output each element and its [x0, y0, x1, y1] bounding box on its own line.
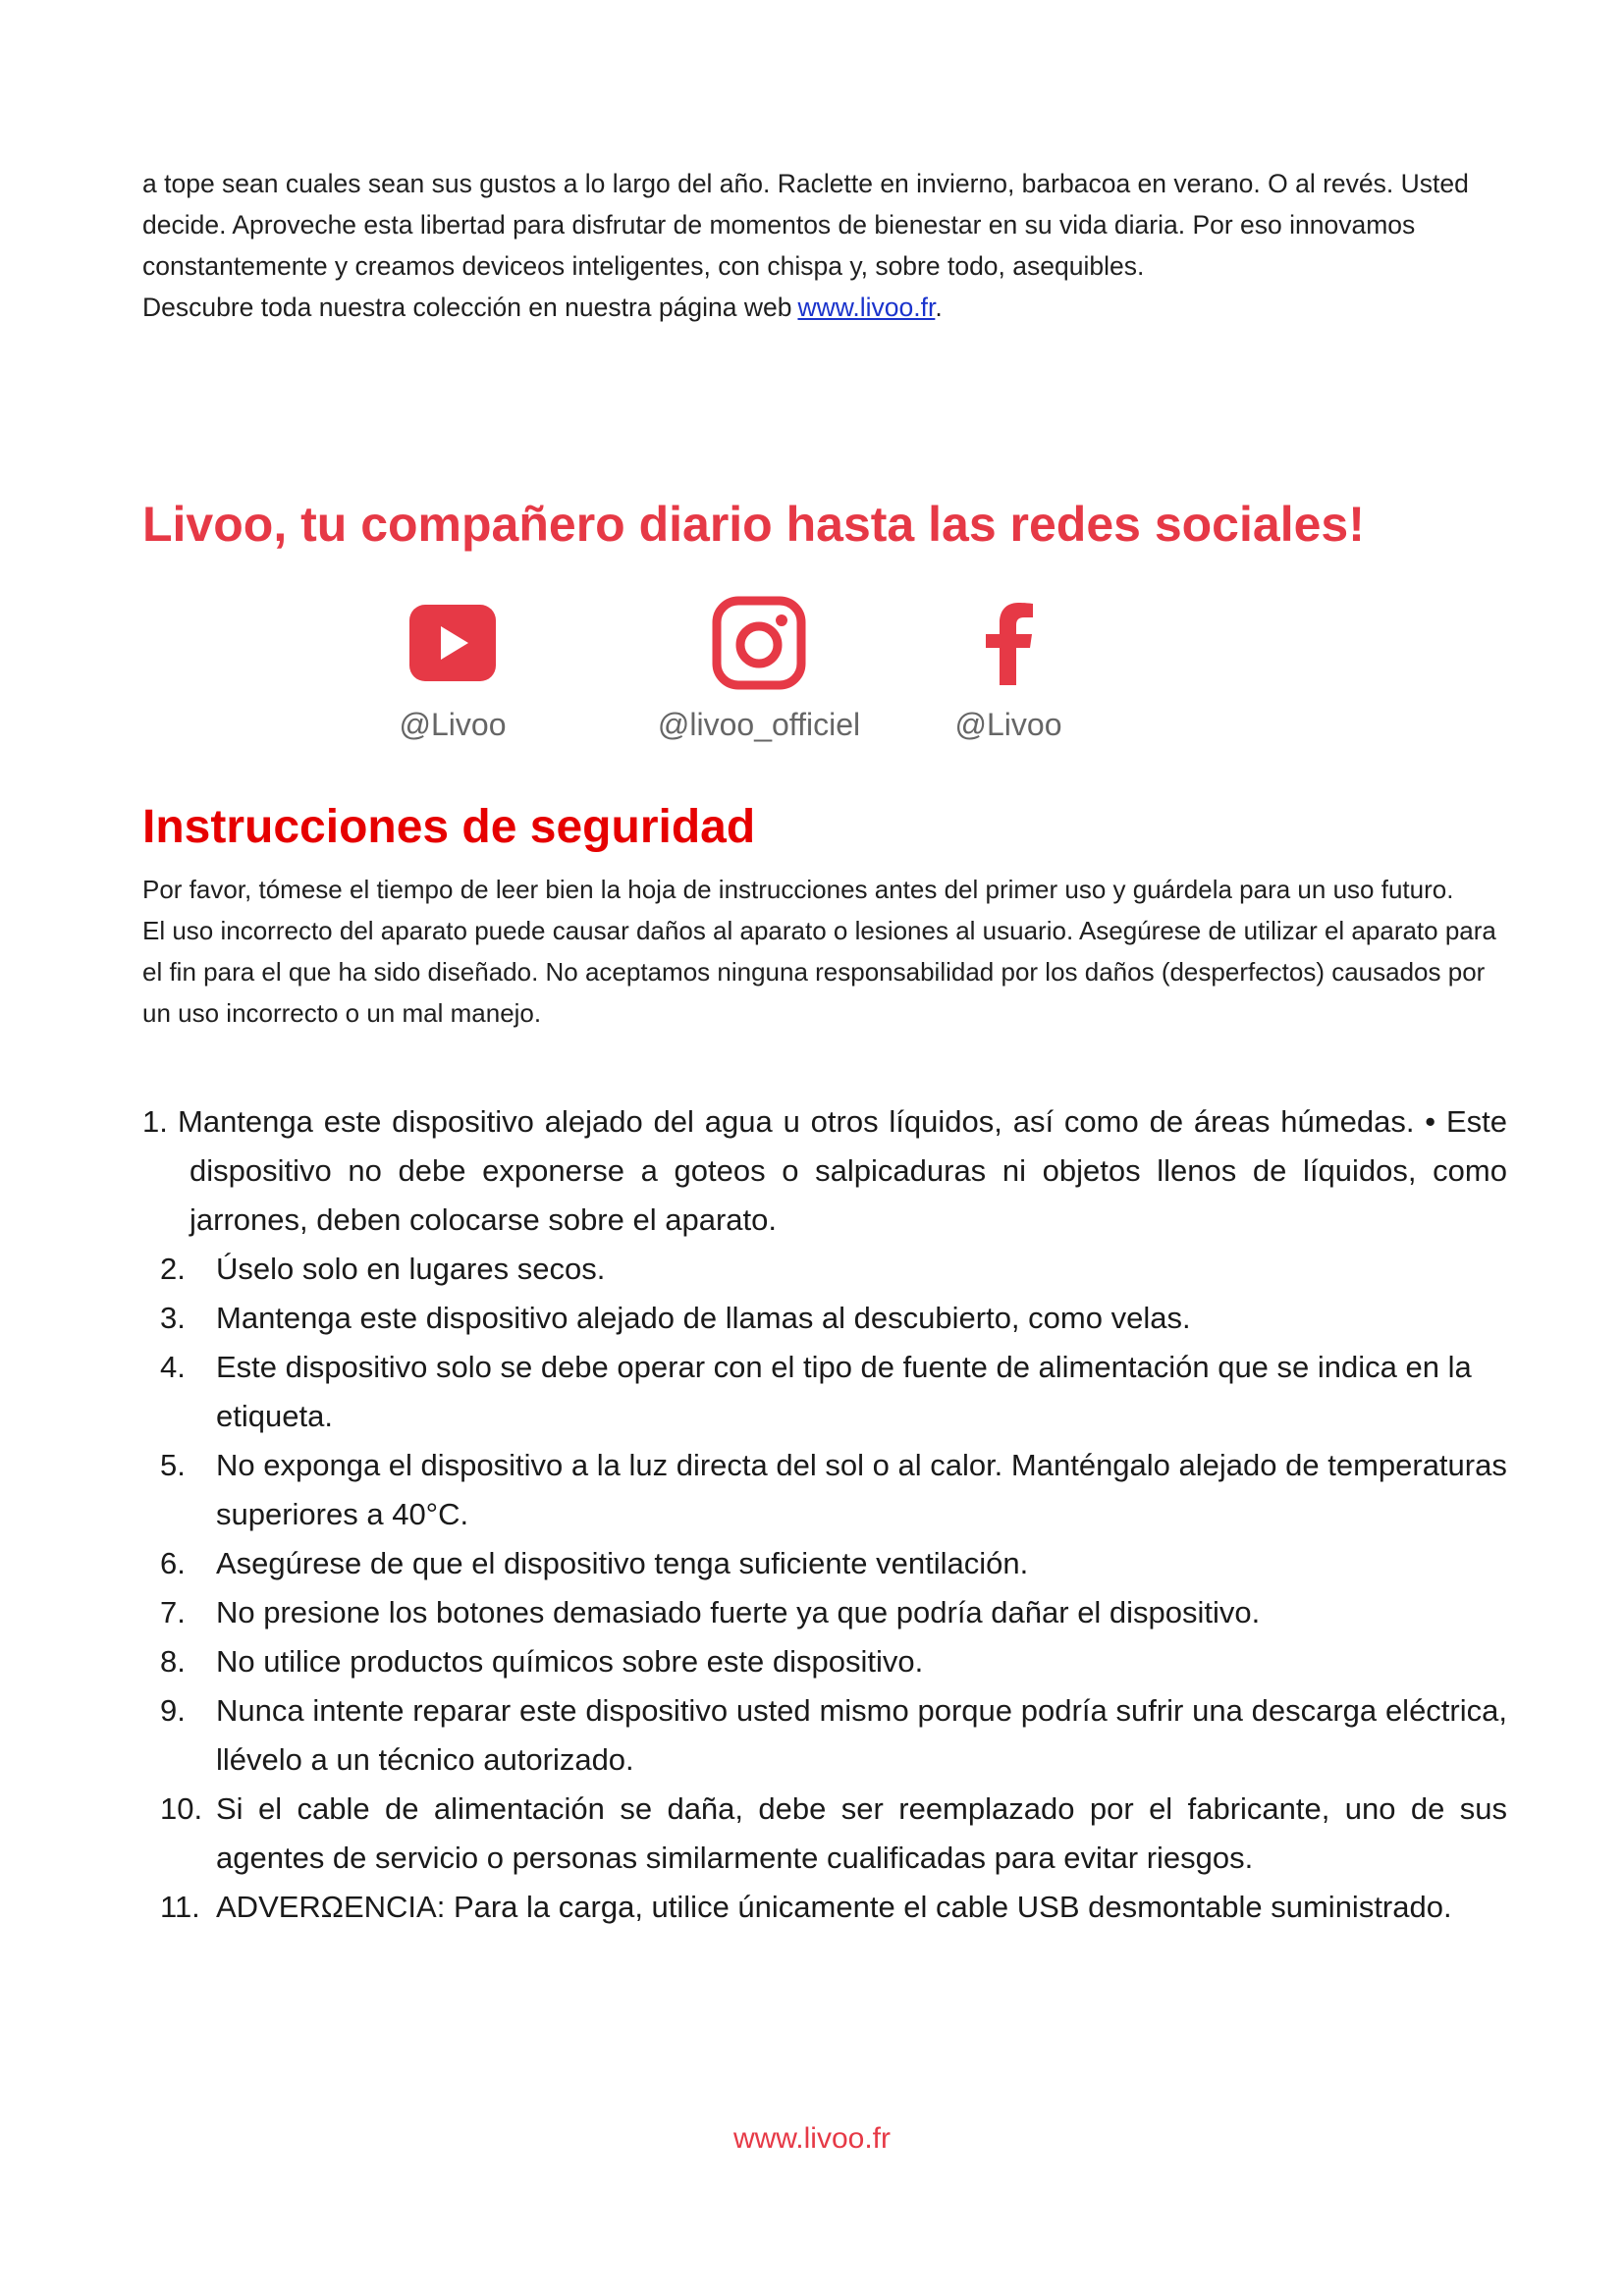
list-item: [142, 1343, 1507, 1441]
facebook-account[interactable]: [891, 589, 1126, 743]
list-number: 2.: [160, 1252, 186, 1286]
list-item: [142, 1588, 1507, 1637]
safety-intro: [142, 869, 1497, 1034]
safety-intro-2: El uso incorrecto del aparato puede causar daños al aparato o lesiones al usuario. Asegúrese de utilizar el aparato para el fin para el que ha sido diseñado. No aceptamos ninguna responsabilidad por los daños (desperfectos) causados por un uso incorrecto o un mal manejo.: [142, 916, 1496, 1028]
list-item: [142, 1539, 1507, 1588]
list-text: Si el cable de alimentación se daña, debe ser reemplazado por el fabricante, uno de sus agentes de servicio o personas similarmente cualificadas para evitar riesgos.: [216, 1791, 1507, 1875]
list-number: 10.: [160, 1791, 203, 1826]
instagram-handle: @livoo_officiel: [657, 707, 861, 742]
list-number: 11.: [160, 1890, 200, 1924]
list-text: No utilice productos químicos sobre este dispositivo.: [216, 1644, 924, 1679]
safety-title: Instrucciones de seguridad: [142, 801, 756, 853]
list-text: Nunca intente reparar este dispositivo usted mismo porque podría sufrir una descarga eléctrica, llévelo a un técnico autorizado.: [216, 1693, 1507, 1777]
list-item: [142, 1637, 1507, 1686]
youtube-handle: @Livoo: [399, 707, 507, 742]
safety-list: [142, 1097, 1507, 1932]
list-number: 6.: [160, 1546, 186, 1580]
list-item: [142, 1686, 1507, 1785]
collection-line: [142, 287, 1497, 328]
link-suffix: .: [935, 293, 943, 322]
youtube-account[interactable]: [335, 589, 570, 743]
list-text: Mantenga este dispositivo alejado de llamas al descubierto, como velas.: [216, 1301, 1191, 1335]
list-item: [142, 1245, 1507, 1294]
list-number: 7.: [160, 1595, 186, 1629]
youtube-icon: [407, 603, 498, 683]
list-number: 1.: [142, 1104, 168, 1139]
facebook-icon: [981, 601, 1036, 685]
list-number: 9.: [160, 1693, 186, 1728]
footer-url: www.livoo.fr: [732, 2122, 892, 2155]
safety-intro-1: Por favor, tómese el tiempo de leer bien la hoja de instrucciones antes del primer uso y guárdela para un uso futuro.: [142, 875, 1454, 904]
list-text: No exponga el dispositivo a la luz directa del sol o al calor. Manténgalo alejado de temperaturas superiores a 40°C.: [216, 1448, 1507, 1531]
list-text: Este dispositivo solo se debe operar con el tipo de fuente de alimentación que se indica en la etiqueta.: [216, 1350, 1472, 1433]
instagram-account[interactable]: [641, 589, 877, 743]
collection-text: Descubre toda nuestra colección en nuestra página web: [142, 293, 792, 322]
instagram-icon: [712, 596, 806, 690]
list-item: [142, 1883, 1507, 1932]
list-number: 8.: [160, 1644, 186, 1679]
list-item: [142, 1785, 1507, 1883]
social-title: Livoo, tu compañero diario hasta las redes sociales!: [142, 497, 1365, 552]
list-item: [142, 1294, 1507, 1343]
list-number: 5.: [160, 1448, 186, 1482]
list-item: [142, 1097, 1507, 1245]
facebook-handle: @Livoo: [954, 707, 1062, 742]
list-number: 4.: [160, 1350, 186, 1384]
list-text: Asegúrese de que el dispositivo tenga suficiente ventilación.: [216, 1546, 1029, 1580]
list-text: Mantenga este dispositivo alejado del agua u otros líquidos, así como de áreas húmedas. • Este dispositivo no debe exponerse a goteos o salpicaduras ni objetos llenos de líquidos, como jarrones, deben colocarse sobre el aparato.: [178, 1104, 1507, 1237]
list-text: ADVERΩENCIA: Para la carga, utilice únicamente el cable USB desmontable suministrado.: [216, 1890, 1452, 1924]
list-item: [142, 1441, 1507, 1539]
intro-section: [142, 163, 1497, 328]
website-link[interactable]: www.livoo.fr: [797, 293, 936, 322]
list-text: Úselo solo en lugares secos.: [216, 1252, 606, 1286]
intro-paragraph: a tope sean cuales sean sus gustos a lo largo del año. Raclette en invierno, barbacoa en verano. O al revés. Usted decide. Aproveche esta libertad para disfrutar de momentos de bienestar en su vida diaria. Por eso innovamos constantemente y creamos deviceos inteligentes, con chispa y, sobre todo, asequibles.: [142, 169, 1469, 281]
list-text: No presione los botones demasiado fuerte ya que podría dañar el dispositivo.: [216, 1595, 1261, 1629]
list-number: 3.: [160, 1301, 186, 1335]
